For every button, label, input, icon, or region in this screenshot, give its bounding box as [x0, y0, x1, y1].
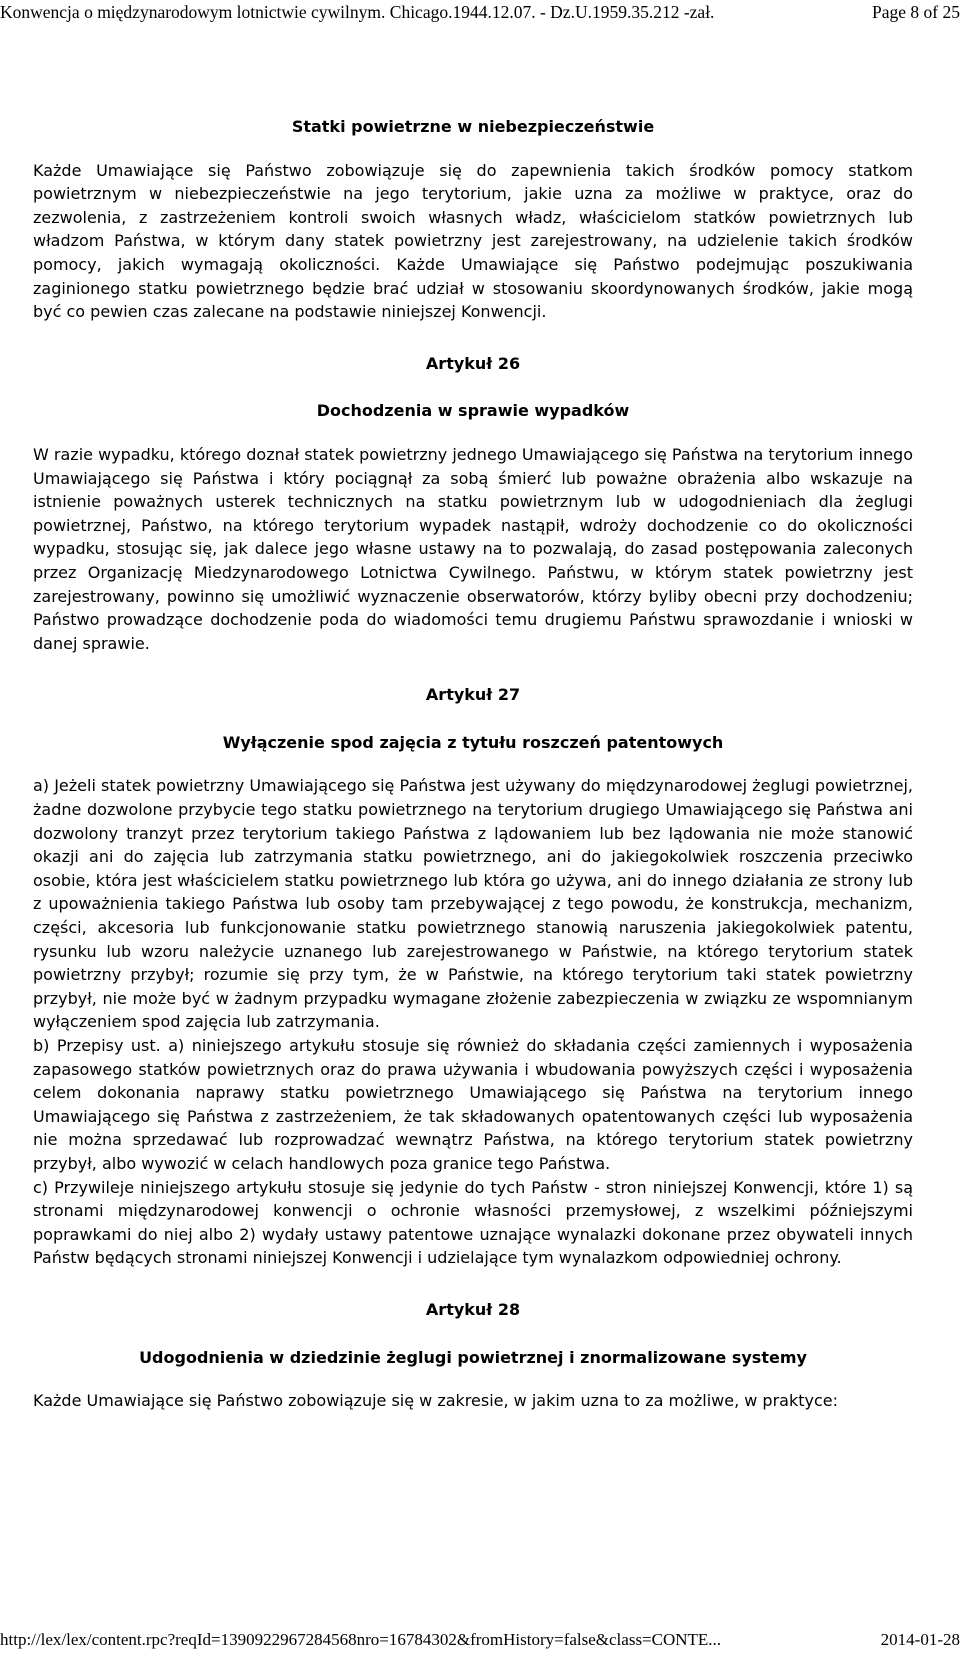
body-paragraph: Każde Umawiające się Państwo zobowiązuje się do zapewnienia takich środków pomocy statkom powietrznym w niebezpieczeństwie na jego terytorium, jakie uzna za możliwe w praktyce, oraz do zezwolenia, z zastrzeżeniem kontroli swoich własnych władz, właścicielom statków powietrznych lub władzom Państwa, w którym dany statek powietrzny jest zarejestrowany, na udzielenie takich środków pomocy, jakich wymagają okoliczności. Każde Umawiające się Państwo podejmując poszukiwania zaginionego statku powietrznego będzie brać udział w stosowaniu skoordynowanych środków, jakie mogą być co pewien czas zalecane na podstawie niniejszej Konwencji. — [33, 160, 913, 322]
print-header — [0, 0, 960, 30]
body-paragraph-c: c) Przywileje niniejszego artykułu stosuje się jedynie do tych Państw - stron niniejszej Konwencji, które 1) są stronami międzynarodowej konwencji o ochronie własności przemysłowej, z wszelkimi późniejszymi poprawkami do niej albo 2) wydały ustawy patentowe uznające wynalazki dokonane przez obywateli innych Państw będących stronami niniejszej Konwencji i udzielające tym wynalazkom odpowiedniej ochrony. — [33, 1177, 913, 1268]
article-heading: Artykuł 28 — [425, 1299, 521, 1319]
print-footer — [0, 1628, 960, 1654]
article-heading: Artykuł 26 — [425, 353, 521, 373]
page-url: http://lex/lex/content.rpc?reqId=1390922967284568nro=16784302&fromHistory=false&class=CONTE... — [0, 1630, 722, 1649]
section-title: Dochodzenia w sprawie wypadków — [316, 401, 630, 421]
body-paragraph-b: b) Przepisy ust. a) niniejszego artykułu stosuje się również do składania części zamiennych i wyposażenia zapasowego statków powietrznych oraz do prawa używania i wbudowania powyższych części i wyposażenia celem dokonania naprawy statku powietrznego Umawiającego się Państwa na terytorium innego Umawiającego się Państwa z zastrzeżeniem, że tak składowanych opatentowanych części lub wyposażenia nie można sprzedawać lub rozprowadzać wewnątrz Państwa, na którego terytorium statek powietrzny przybył, albo wywozić w celach handlowych poza granice tego Państwa. — [33, 1036, 913, 1173]
section-title: Wyłączenie spod zajęcia z tytułu roszczeń patentowych — [222, 732, 724, 752]
print-date: 2014-01-28 — [880, 1630, 960, 1649]
document-title: Konwencja o międzynarodowym lotnictwie cywilnym. Chicago.1944.12.07. - Dz.U.1959.35.212 -zał. — [0, 2, 715, 22]
body-paragraph-a: a) Jeżeli statek powietrzny Umawiającego się Państwa jest używany do międzynarodowej żeglugi powietrznej, żadne dozwolone przybycie tego statku powietrznego na terytorium drugiego Umawiającego się Państwa ani dozwolony tranzyt przez terytorium takiego Państwa z lądowaniem lub bez lądowania nie może stanowić okazji ani do zajęcia lub zatrzymania statku powietrznego, ani do jakiegokolwiek roszczenia przeciwko osobie, która jest właścicielem statku powietrznego lub która go używa, ani do innego działania ze strony lub z upoważnienia takiego Państwa lub osoby tam przebywającej z tego powodu, że konstrukcja, mechanizm, części, akcesoria lub funkcjonowanie statku powietrznego stanowią naruszenia jakiegokolwiek patentu, rysunku lub wzoru należycie uznanego lub zarejestrowanego w Państwie, na którego terytorium statek powietrzny przybył; rozumie się przy tym, że w Państwie, na którego terytorium taki statek powietrzny przybył, nie może być w żadnym przypadku wymagane złożenie zabezpieczenia w związku ze wspomnianym wyłączeniem spod zajęcia lub zatrzymania. — [33, 776, 913, 1032]
article-heading: Artykuł 27 — [425, 685, 521, 705]
page-indicator: Page 8 of 25 — [872, 2, 960, 22]
document-body — [33, 115, 913, 1413]
body-paragraph: W razie wypadku, którego doznał statek powietrzny jednego Umawiającego się Państwa na terytorium innego Umawiającego się Państwa i który pociągnął za sobą śmierć lub poważne obrażenia albo wskazuje na istnienie poważnych usterek technicznych na statku powietrznym lub w udogodnieniach dla żeglugi powietrznej, Państwo, na którego terytorium wypadek nastąpił, wdroży dochodzenie co do okoliczności wypadku, stosując się, jak dalece jego własne ustawy na to pozwalają, do zasad postępowania zaleconych przez Organizację Miedzynarodowego Lotnictwa Cywilnego. Państwu, w którym statek powietrzny jest zarejestrowany, powinno się umożliwić wyznaczenie obserwatorów, którzy byliby obecni przy dochodzeniu; Państwo prowadzące dochodzenie poda do wiadomości temu drugiemu Państwu sprawozdanie i wnioski w danej sprawie. — [33, 444, 913, 653]
section-title: Statki powietrzne w niebezpieczeństwie — [291, 117, 655, 136]
body-paragraph: Każde Umawiające się Państwo zobowiązuje się w zakresie, w jakim uzna to za możliwe, w praktyce: — [33, 1391, 838, 1411]
section-title: Udogodnienia w dziedzinie żeglugi powietrznej i znormalizowane systemy — [139, 1347, 807, 1367]
